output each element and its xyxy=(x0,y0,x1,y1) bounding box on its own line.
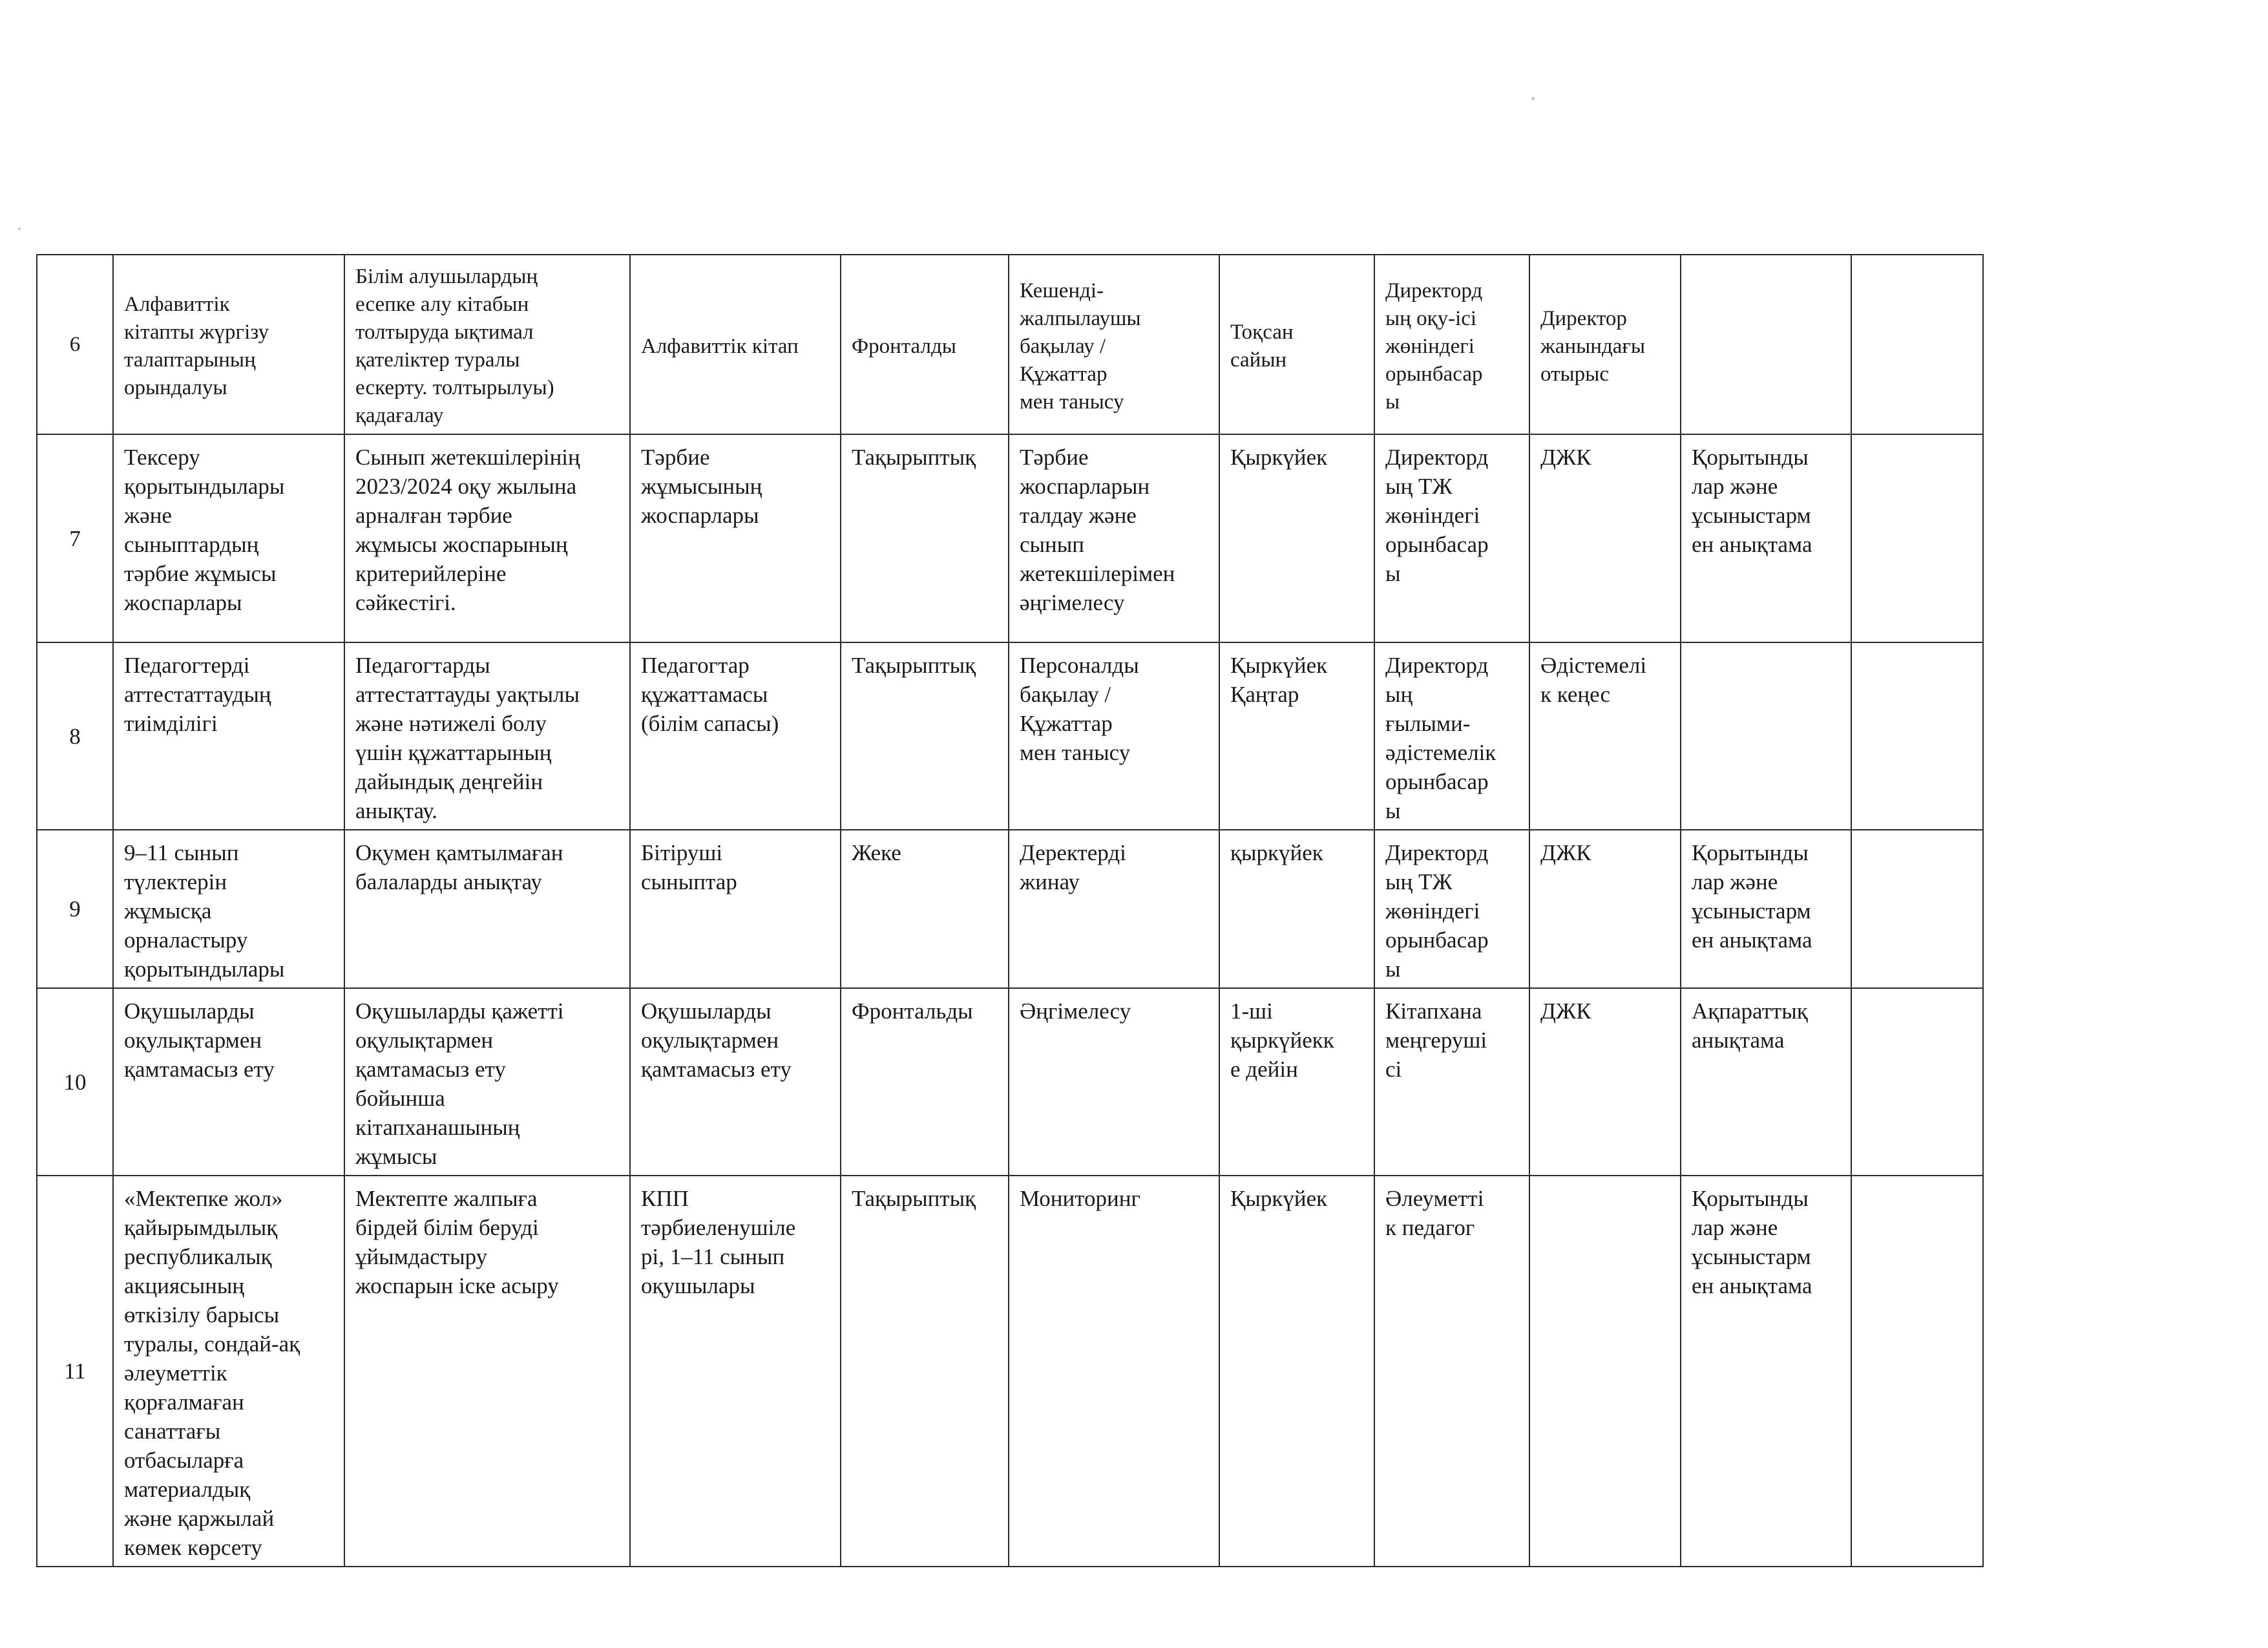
extra-cell xyxy=(1851,1176,1983,1567)
result-cell xyxy=(1681,434,1851,642)
extra-cell xyxy=(1851,255,1983,434)
control-method: Деректерді жинау xyxy=(1020,840,1126,894)
result: Қорытынды лар және ұсыныстарм ен анықтама xyxy=(1692,445,1812,557)
control-method-cell xyxy=(1009,434,1219,642)
control-object-cell xyxy=(630,255,841,434)
control-method-cell xyxy=(1009,830,1219,988)
control-subject-cell xyxy=(113,1176,344,1567)
control-method: Персоналды бақылау / Құжаттар мен танысу xyxy=(1020,653,1139,765)
control-goal-cell xyxy=(344,988,630,1176)
result-cell xyxy=(1681,1176,1851,1567)
responsible: Директорд ың оқу-ісі жөніндегі орынбасар ы xyxy=(1385,279,1483,414)
control-object: Педагогтар құжаттамасы (білім сапасы) xyxy=(641,653,779,736)
result: Ақпараттық анықтама xyxy=(1692,998,1808,1053)
control-method: Мониторинг xyxy=(1020,1186,1140,1211)
control-type: Фронтальды xyxy=(852,998,973,1024)
review-venue-cell xyxy=(1529,255,1681,434)
deadline: Қыркүйек xyxy=(1230,445,1328,470)
control-method-cell xyxy=(1009,642,1219,830)
scan-speck xyxy=(1531,97,1535,100)
review-venue: ДЖК xyxy=(1540,840,1591,865)
control-subject: «Мектепке жол» қайырымдылық республикалық акциясының өткізілу барысы туралы, сондай-ақ әлеуметтік қорғалмаған санаттағы отбасыларға материалдық және қаржылай көмек көрсету xyxy=(124,1186,300,1560)
control-goal-cell xyxy=(344,255,630,434)
review-venue-cell xyxy=(1529,434,1681,642)
row-number: 10 xyxy=(37,988,113,1176)
result-cell xyxy=(1681,255,1851,434)
review-venue: ДЖК xyxy=(1540,998,1591,1024)
review-venue: ДЖК xyxy=(1540,445,1591,470)
review-venue-cell xyxy=(1529,988,1681,1176)
control-subject-cell xyxy=(113,830,344,988)
responsible-cell xyxy=(1374,988,1529,1176)
control-goal: Білім алушылардың есепке алу кітабын толтыруда ықтимал қателіктер туралы ескерту. толтырылуы) қадағалау xyxy=(355,265,554,427)
scan-speck xyxy=(18,227,21,230)
review-venue-cell xyxy=(1529,642,1681,830)
control-goal-cell xyxy=(344,1176,630,1567)
responsible-cell xyxy=(1374,434,1529,642)
responsible-cell xyxy=(1374,830,1529,988)
control-type: Фронталды xyxy=(852,334,956,358)
responsible: Әлеуметті к педагог xyxy=(1385,1186,1484,1240)
deadline: Қыркүйек xyxy=(1230,1186,1328,1211)
deadline-cell xyxy=(1219,255,1374,434)
row-number: 9 xyxy=(37,830,113,988)
control-subject: Педагогтерді аттестаттаудың тиімділігі xyxy=(124,653,271,736)
result-cell xyxy=(1681,830,1851,988)
control-goal: Педагогтарды аттестаттауды уақтылы және нәтижелі болу үшін құжаттарының дайындық деңгейін анықтау. xyxy=(355,653,580,823)
control-plan-table xyxy=(36,254,1984,1567)
deadline-cell xyxy=(1219,830,1374,988)
control-subject-cell xyxy=(113,988,344,1176)
result: Қорытынды лар және ұсыныстарм ен анықтама xyxy=(1692,1186,1812,1298)
table-row xyxy=(37,988,1983,1176)
control-subject-cell xyxy=(113,434,344,642)
deadline-cell xyxy=(1219,434,1374,642)
extra-cell xyxy=(1851,642,1983,830)
control-goal: Оқумен қамтылмаған балаларды анықтау xyxy=(355,840,563,894)
control-goal-cell xyxy=(344,642,630,830)
deadline: 1-ші қыркүйекк е дейін xyxy=(1230,998,1334,1082)
control-goal: Оқушыларды қажетті оқулықтармен қамтамасыз ету бойынша кітапханашының жұмысы xyxy=(355,998,564,1169)
table-row xyxy=(37,642,1983,830)
table-row xyxy=(37,255,1983,434)
control-object: Оқушыларды оқулықтармен қамтамасыз ету xyxy=(641,998,792,1082)
control-method-cell xyxy=(1009,1176,1219,1567)
row-number: 7 xyxy=(37,434,113,642)
control-type-cell xyxy=(841,830,1009,988)
table-row xyxy=(37,434,1983,642)
deadline-cell xyxy=(1219,1176,1374,1567)
responsible-cell xyxy=(1374,1176,1529,1567)
deadline-cell xyxy=(1219,988,1374,1176)
control-subject: Алфавиттік кітапты жүргізу талаптарының орындалуы xyxy=(124,293,269,399)
control-type-cell xyxy=(841,1176,1009,1567)
row-number: 11 xyxy=(37,1176,113,1567)
row-number: 8 xyxy=(37,642,113,830)
extra-cell xyxy=(1851,434,1983,642)
control-type: Тақырыптық xyxy=(852,445,976,470)
control-type: Тақырыптық xyxy=(852,653,976,678)
responsible: Директорд ың ғылыми- әдістемелік орынбасар ы xyxy=(1385,653,1496,823)
control-object-cell xyxy=(630,830,841,988)
control-method: Кешенді- жалпылаушы бақылау / Құжаттар мен танысу xyxy=(1020,279,1141,414)
control-method: Тәрбие жоспарларын талдау және сынып жетекшілерімен әңгімелесу xyxy=(1020,445,1175,615)
control-subject: Тексеру қорытындылары және сыныптардың тәрбие жұмысы жоспарлары xyxy=(124,445,285,615)
responsible: Директорд ың ТЖ жөніндегі орынбасар ы xyxy=(1385,445,1489,586)
control-method: Әңгімелесу xyxy=(1020,998,1131,1024)
row-number: 6 xyxy=(37,255,113,434)
responsible-cell xyxy=(1374,255,1529,434)
control-method-cell xyxy=(1009,255,1219,434)
control-object-cell xyxy=(630,642,841,830)
table-row xyxy=(37,1176,1983,1567)
control-object: Алфавиттік кітап xyxy=(641,334,799,358)
control-method-cell xyxy=(1009,988,1219,1176)
responsible: Директорд ың ТЖ жөніндегі орынбасар ы xyxy=(1385,840,1489,982)
control-type: Жеке xyxy=(852,840,901,865)
control-type-cell xyxy=(841,988,1009,1176)
result-cell xyxy=(1681,988,1851,1176)
control-type-cell xyxy=(841,434,1009,642)
control-subject: 9–11 сынып түлектерін жұмысқа орналастыру қорытындылары xyxy=(124,840,285,982)
result-cell xyxy=(1681,642,1851,830)
responsible: Кітапхана меңгеруші сі xyxy=(1385,998,1487,1082)
control-object: Тәрбие жұмысының жоспарлары xyxy=(641,445,762,528)
control-subject: Оқушыларды оқулықтармен қамтамасыз ету xyxy=(124,998,275,1082)
control-object-cell xyxy=(630,988,841,1176)
control-type-cell xyxy=(841,255,1009,434)
result: Қорытынды лар және ұсыныстарм ен анықтама xyxy=(1692,840,1812,953)
review-venue-cell xyxy=(1529,830,1681,988)
control-goal: Мектепте жалпыға бірдей білім беруді ұйымдастыру жоспарын іске асыру xyxy=(355,1186,559,1298)
deadline: Қыркүйек Қаңтар xyxy=(1230,653,1328,707)
control-object: КПП тәрбиеленушіле рі, 1–11 сынып оқушылары xyxy=(641,1186,796,1298)
responsible-cell xyxy=(1374,642,1529,830)
control-type: Тақырыптық xyxy=(852,1186,976,1211)
control-subject-cell xyxy=(113,255,344,434)
control-goal-cell xyxy=(344,434,630,642)
extra-cell xyxy=(1851,988,1983,1176)
control-goal-cell xyxy=(344,830,630,988)
review-venue-cell xyxy=(1529,1176,1681,1567)
deadline: қыркүйек xyxy=(1230,840,1323,865)
review-venue: Әдістемелі к кеңес xyxy=(1540,653,1647,707)
review-venue: Директор жанындағы отырыс xyxy=(1540,306,1646,386)
control-subject-cell xyxy=(113,642,344,830)
table-row xyxy=(37,830,1983,988)
control-goal: Сынып жетекшілерінің 2023/2024 оқу жылына арналған тәрбие жұмысы жоспарының критерийлеріне сәйкестігі. xyxy=(355,445,580,615)
control-type-cell xyxy=(841,642,1009,830)
control-object: Бітіруші сыныптар xyxy=(641,840,737,894)
control-object-cell xyxy=(630,434,841,642)
deadline: Тоқсан сайын xyxy=(1230,321,1294,372)
deadline-cell xyxy=(1219,642,1374,830)
extra-cell xyxy=(1851,830,1983,988)
control-object-cell xyxy=(630,1176,841,1567)
